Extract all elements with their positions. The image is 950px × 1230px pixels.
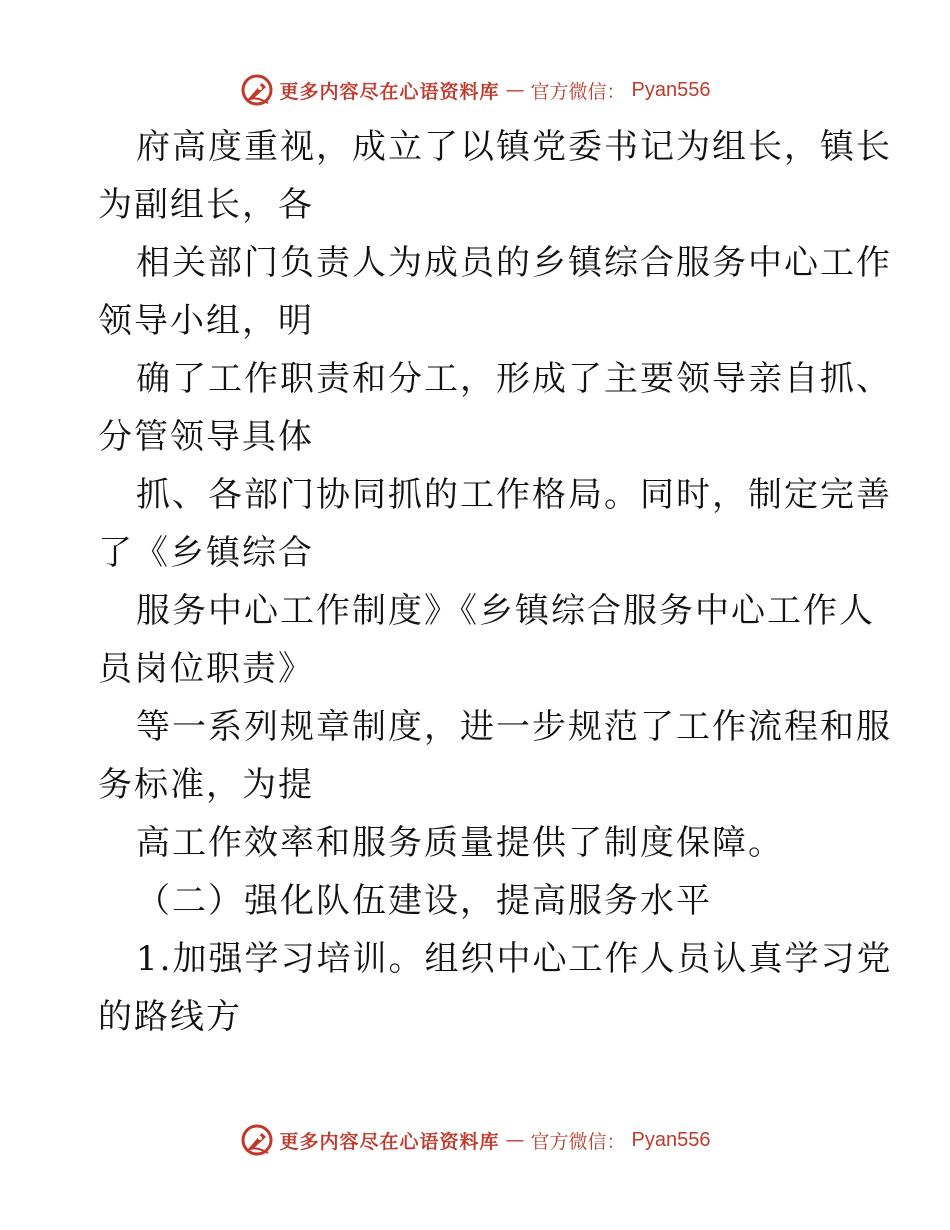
header-brand-text: 更多内容尽在心语资料库 [279, 80, 500, 103]
body-line: 为副组长，各 [98, 185, 314, 225]
body-line: 员岗位职责》 [98, 649, 314, 689]
header-banner [0, 70, 950, 110]
section-heading: （二）强化队伍建设，提高服务水平 [136, 881, 712, 921]
body-line: 了《乡镇综合 [98, 533, 314, 573]
body-line: 服务中心工作制度》《乡镇综合服务中心工作人 [136, 591, 875, 631]
footer-wechat-id: Pyan556 [631, 1128, 711, 1151]
body-line: 分管领导具体 [98, 417, 314, 457]
footer-brand-text: 更多内容尽在心语资料库 [279, 1130, 500, 1153]
body-line: 高工作效率和服务质量提供了制度保障。 [136, 823, 784, 863]
body-line: 领导小组，明 [98, 301, 314, 341]
document-body [98, 118, 893, 1046]
footer-banner [0, 1120, 950, 1160]
body-line: 等一系列规章制度，进一步规范了工作流程和服 [136, 707, 892, 747]
body-line: 府高度重视，成立了以镇党委书记为组长，镇长 [136, 127, 892, 167]
body-line: 的路线方 [98, 997, 242, 1037]
pen-nib-circle-icon [240, 1123, 274, 1157]
header-wechat-label: 官方微信： [530, 80, 626, 103]
body-line: 抓、各部门协同抓的工作格局。同时，制定完善 [136, 475, 892, 515]
body-line: 务标准，为提 [98, 765, 314, 805]
pen-nib-circle-icon [240, 73, 274, 107]
footer-wechat-label: 官方微信： [530, 1130, 626, 1153]
header-dash: — [505, 79, 525, 101]
body-line: 确了工作职责和分工，形成了主要领导亲自抓、 [136, 359, 892, 399]
footer-dash: — [505, 1129, 525, 1151]
body-line: 1.加强学习培训。组织中心工作人员认真学习党 [136, 939, 893, 979]
header-wechat-id: Pyan556 [631, 78, 711, 101]
body-line: 相关部门负责人为成员的乡镇综合服务中心工作 [136, 243, 892, 283]
